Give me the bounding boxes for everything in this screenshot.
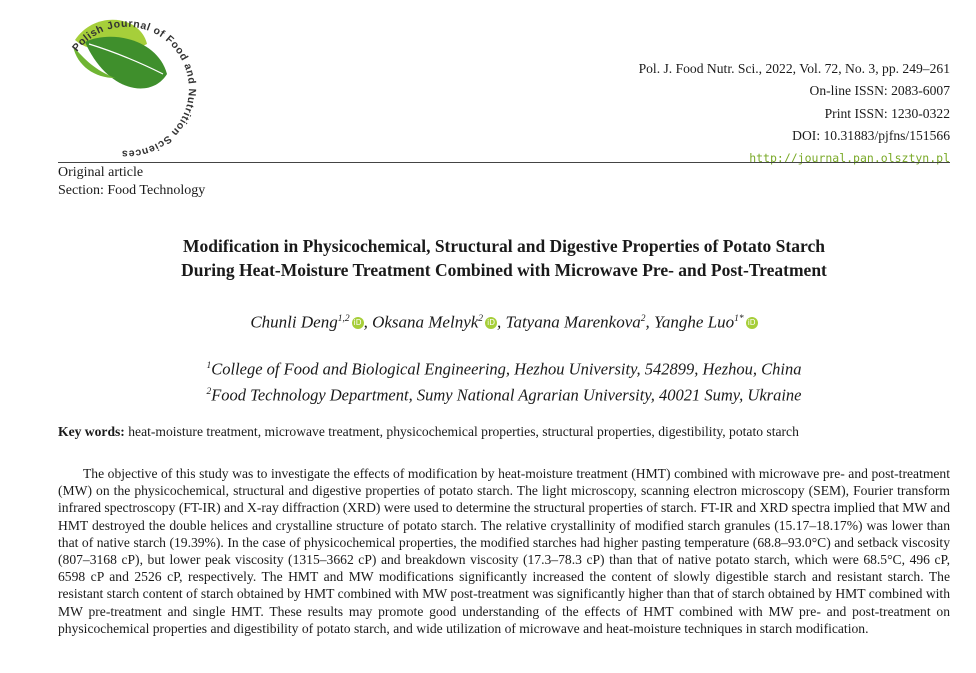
affiliation-text: Food Technology Department, Sumy National Agrarian University, 40021 Sumy, Ukraine xyxy=(211,385,802,404)
article-section: Section: Food Technology xyxy=(58,183,206,198)
keywords-label: Key words: xyxy=(58,424,125,439)
author-separator: , xyxy=(497,312,506,332)
logo-ring-text: Polish Journal of Food and Nutrition Sciences xyxy=(69,17,199,160)
orcid-icon[interactable]: iD xyxy=(485,317,497,329)
affiliation xyxy=(58,355,950,381)
keywords-text: heat-moisture treatment, microwave treatment, physicochemical properties, structural properties, digestibility, potato starch xyxy=(128,424,799,439)
paper-title-line-1: Modification in Physicochemical, Structural and Digestive Properties of Potato Starch xyxy=(183,236,825,256)
journal-logo-graphic xyxy=(55,0,220,165)
affiliation-text: College of Food and Biological Engineering, Hezhou University, 542899, Hezhou, China xyxy=(211,359,802,379)
keywords xyxy=(58,423,950,440)
logo-leaf-dark xyxy=(85,37,167,89)
author-affiliation-sup: 1,2 xyxy=(337,314,350,324)
doi: DOI: 10.31883/pjfns/151566 xyxy=(792,127,950,143)
header-divider xyxy=(58,162,950,163)
affiliation-sup: 1 xyxy=(206,361,212,371)
paper-title-line-2: During Heat-Moisture Treatment Combined with Microwave Pre- and Post-Treatment xyxy=(181,259,827,280)
author-name: Tatyana Marenkova xyxy=(505,312,641,332)
print-issn: Print ISSN: 1230-0322 xyxy=(824,105,950,121)
journal-citation: Pol. J. Food Nutr. Sci., 2022, Vol. 72, No. 3, pp. 249–261 xyxy=(638,61,950,76)
author-name: Yanghe Luo xyxy=(654,312,735,332)
abstract-text: The objective of this study was to investigate the effects of modification by heat-moisture treatment (HMT) combined with microwave pre- and post-treatment (MW) on the physicochemical, structural and digestive properties of potato starch. The light microscopy, scanning electron microscopy (SEM), Fourier transform infrared spectroscopy (FT-IR) and X-ray diffraction (XRD) were used to determine the structural properties of starch. FT-IR and XRD spectra implied that MW and HMT destroyed the double helices and crystalline structure of potato starch. The relative crystallinity of modified starch granules (15.17–18.17%) was lower than that of native starch (19.39%). In the case of physicochemical properties, the modified starches had higher pasting temperature (68.8–93.0°C) and setback viscosity (807–3168 cP), but lower peak viscosity (1315–3662 cP) and breakdown viscosity (17.3–78.3 cP) than that of native potato starch, which were 68.5°C, 496 cP, 6598 cP and 2526 cP, respectively. The HMT and MW modifications significantly increased the content of slowly digestible starch and resistant starch. The resistant starch content of starch obtained by HMT combined with MW post-treatment was significantly higher than that of starch obtained by HMT combined with MW pre-treatment and single HMT. These results may promote good understanding of the effects of HMT combined with MW pre- and post-treatment on physicochemical properties and digestibility of potato starch, and wide utilization of microwave and heat-moisture techniques in starch modification. xyxy=(58,466,950,636)
author-name: Chunli Deng xyxy=(250,312,338,332)
affiliation-list xyxy=(58,355,950,406)
author-separator: , xyxy=(363,312,373,332)
author-name: Oksana Melnyk xyxy=(372,312,479,332)
online-issn: On-line ISSN: 2083-6007 xyxy=(809,83,950,99)
author-list xyxy=(58,307,950,335)
journal-url-link[interactable]: http://journal.pan.olsztyn.pl xyxy=(749,151,950,166)
orcid-icon[interactable]: iD xyxy=(352,317,364,329)
author-affiliation-sup: 1* xyxy=(734,314,744,324)
affiliation xyxy=(58,381,950,407)
orcid-icon[interactable]: iD xyxy=(746,317,758,329)
article-type: Original article xyxy=(58,165,144,180)
author-separator: , xyxy=(645,312,654,332)
article-info xyxy=(58,164,205,200)
author-affiliation-sup: 2 xyxy=(640,314,646,324)
author-affiliation-sup: 2 xyxy=(478,314,484,324)
affiliation-sup: 2 xyxy=(206,386,212,397)
journal-logo xyxy=(55,0,220,165)
paper-title xyxy=(58,235,950,282)
journal-metadata xyxy=(639,58,950,169)
